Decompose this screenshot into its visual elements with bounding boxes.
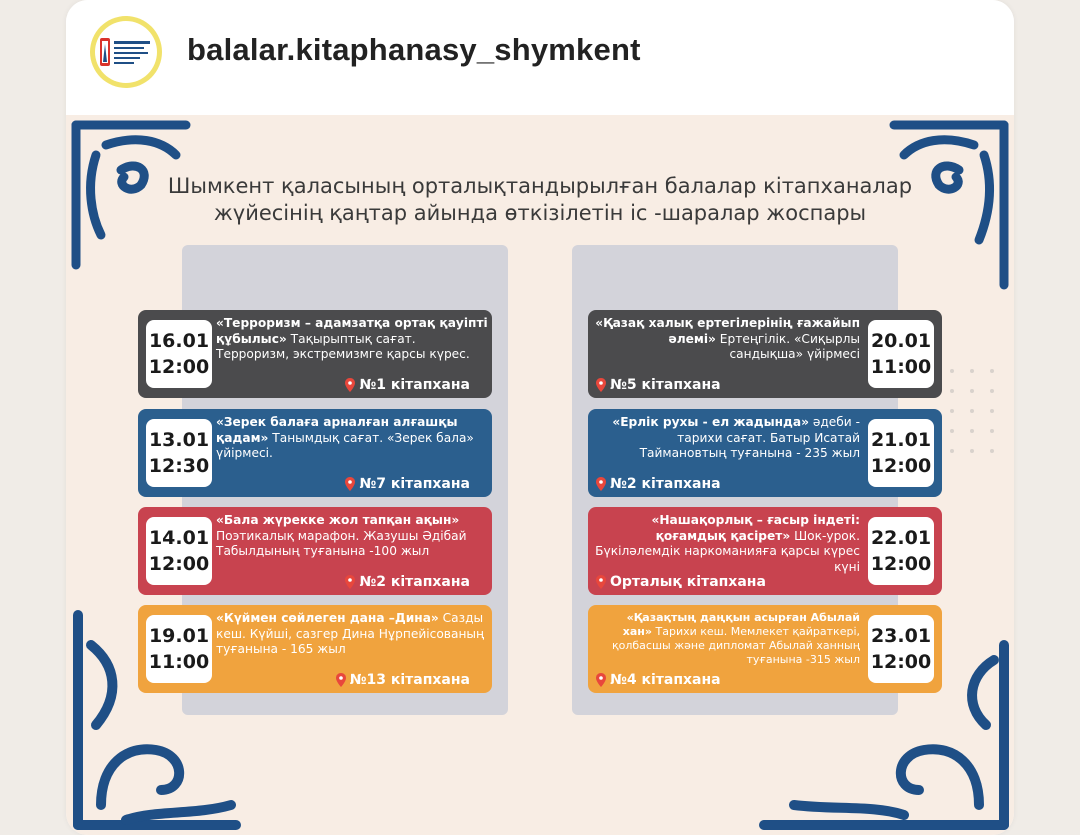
event-date: 20.01	[870, 330, 932, 352]
event-location	[596, 574, 766, 590]
post-card	[66, 0, 1014, 835]
event-location-label: №2 кітапхана	[610, 476, 721, 492]
profile-username[interactable]: balalar.kitaphanasy_shymkent	[187, 32, 641, 67]
location-pin-icon	[345, 378, 355, 392]
event-text	[216, 513, 488, 560]
event-time: 12:00	[148, 356, 210, 378]
event-datebox	[868, 517, 934, 585]
location-pin-icon	[596, 575, 606, 589]
event-location-label: №7 кітапхана	[359, 476, 470, 492]
event-date: 23.01	[870, 625, 932, 647]
event-text	[594, 611, 860, 667]
event-location	[596, 476, 721, 492]
event-location	[596, 377, 721, 393]
event-card	[138, 310, 492, 398]
event-location	[336, 672, 470, 688]
event-title: «Күймен сөйлеген дана –Дина»	[216, 611, 439, 625]
poster-title	[106, 173, 974, 227]
profile-avatar[interactable]	[90, 16, 162, 88]
location-pin-icon	[345, 575, 355, 589]
event-title: «Қазақ халық ертегілерінің ғажайып әлемі»	[595, 316, 860, 346]
event-datebox	[146, 517, 212, 585]
location-pin-icon	[345, 477, 355, 491]
event-location	[345, 476, 470, 492]
event-time: 11:00	[870, 356, 932, 378]
event-datebox	[868, 419, 934, 487]
event-time: 12:00	[870, 651, 932, 673]
location-pin-icon	[596, 378, 606, 392]
event-card	[588, 605, 942, 693]
event-location-label: Орталық кітапхана	[610, 574, 766, 590]
event-desc: Шок-урок. Бүкіләлемдік наркоманияға қарсы күрес күні	[595, 528, 860, 574]
event-location	[596, 672, 721, 688]
location-pin-icon	[336, 673, 346, 687]
event-title: «Бала жүрекке жол тапқан ақын»	[216, 513, 460, 527]
post-header	[66, 0, 1014, 115]
event-location-label: №1 кітапхана	[359, 377, 470, 393]
event-time: 12:30	[148, 455, 210, 477]
event-desc: Поэтикалық марафон. Жазушы Әдібай Табылдының туғанына -100 жыл	[216, 528, 467, 558]
event-title: «Қазақтың даңқын асырған Абылай хан»	[622, 611, 860, 638]
event-desc: Ертеңгілік. «Сиқырлы сандықша» үйірмесі	[715, 331, 860, 361]
event-date: 14.01	[148, 527, 210, 549]
event-datebox	[146, 320, 212, 388]
event-desc: Танымдық сағат. «Зерек бала» үйірмесі.	[216, 430, 474, 460]
event-card	[138, 507, 492, 595]
event-text	[216, 415, 488, 462]
event-text	[594, 415, 860, 462]
event-datebox	[868, 320, 934, 388]
event-card	[138, 409, 492, 497]
event-time: 11:00	[148, 651, 210, 673]
event-text	[216, 316, 488, 363]
event-card	[588, 409, 942, 497]
event-poster	[66, 115, 1014, 835]
event-date: 19.01	[148, 625, 210, 647]
event-location-label: №2 кітапхана	[359, 574, 470, 590]
poster-title-line2: жүйесінің қаңтар айында өткізілетін іс -шаралар жоспары	[213, 201, 867, 225]
event-date: 21.01	[870, 429, 932, 451]
location-pin-icon	[596, 673, 606, 687]
event-location	[345, 574, 470, 590]
poster-title-line1: Шымкент қаласының орталықтандырылған балалар кітапханалар	[167, 174, 913, 198]
event-desc: Тарихи кеш. Мемлекет қайраткері, қолбасшы және дипломат Абылай ханның туғанына -315 жыл	[611, 625, 860, 666]
event-date: 13.01	[148, 429, 210, 451]
event-title: «Ерлік рухы - ел жадында»	[612, 415, 809, 429]
event-card	[588, 507, 942, 595]
event-datebox	[868, 615, 934, 683]
event-card	[588, 310, 942, 398]
event-location-label: №4 кітапхана	[610, 672, 721, 688]
event-title: «Зерек балаға арналған алғашқы қадам»	[216, 415, 458, 445]
event-datebox	[146, 615, 212, 683]
event-date: 16.01	[148, 330, 210, 352]
location-pin-icon	[596, 477, 606, 491]
event-time: 12:00	[148, 553, 210, 575]
event-title: «Нашақорлық – ғасыр індеті: қоғамдық қасірет»	[651, 513, 860, 543]
dot-pattern-icon	[946, 365, 1010, 565]
event-time: 12:00	[870, 553, 932, 575]
event-location-label: №13 кітапхана	[349, 672, 470, 688]
event-desc: әдеби - тарихи сағат. Батыр Исатай Таймановтың туғанына - 235 жыл	[639, 415, 860, 460]
event-location	[345, 377, 470, 393]
event-text	[216, 611, 488, 658]
event-date: 22.01	[870, 527, 932, 549]
event-card	[138, 605, 492, 693]
event-title: «Терроризм – адамзатқа ортақ қауіпті құбылыс»	[216, 316, 488, 346]
event-time: 12:00	[870, 455, 932, 477]
event-text	[594, 316, 860, 363]
event-datebox	[146, 419, 212, 487]
event-desc: Тақырыптық сағат. Терроризм, экстремизмге қарсы күрес.	[216, 331, 470, 361]
event-desc: Сазды кеш. Күйші, сазгер Дина Нұрпейісованың туғанына - 165 жыл	[216, 611, 485, 656]
library-logo-icon	[95, 21, 157, 83]
event-location-label: №5 кітапхана	[610, 377, 721, 393]
event-text	[594, 513, 860, 575]
